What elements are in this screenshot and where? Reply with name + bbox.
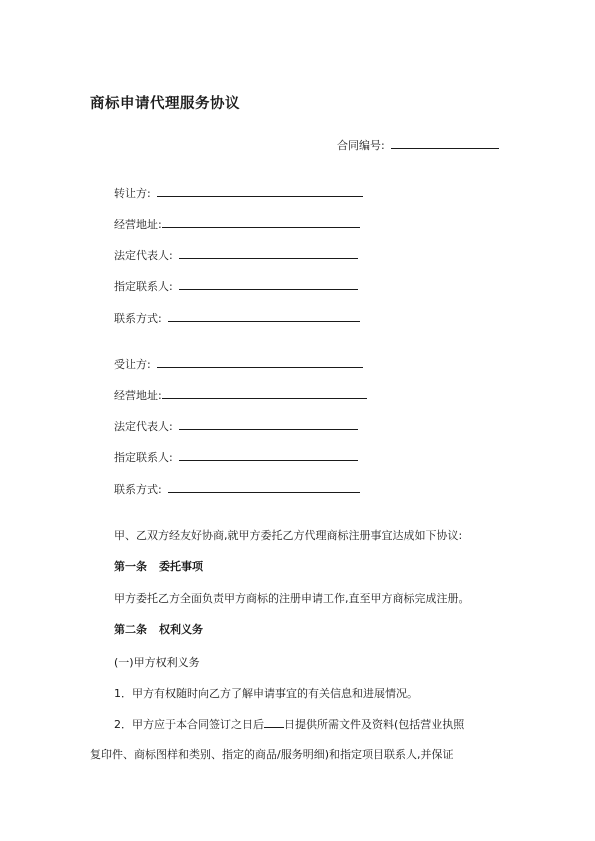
transferee-contact-field [114, 449, 358, 465]
transferee-address-label: 经营地址: [114, 389, 162, 402]
transferor-party-blank[interactable] [157, 185, 363, 197]
article-1-heading [114, 558, 203, 574]
transferor-contact-field [114, 278, 358, 294]
article-2-heading [114, 621, 203, 637]
transferee-party-blank[interactable] [157, 356, 363, 368]
transferee-contact-method-field [114, 481, 360, 497]
transferee-address-field [114, 387, 367, 403]
transferor-address-blank[interactable] [162, 216, 360, 228]
transferor-contact-blank[interactable] [179, 278, 358, 290]
transferor-legal-rep-label: 法定代表人: [114, 249, 173, 262]
transferor-legal-rep-field [114, 247, 358, 263]
transferee-legal-rep-label: 法定代表人: [114, 420, 173, 433]
transferor-address-field [114, 216, 360, 232]
transferee-contact-method-blank[interactable] [168, 481, 360, 493]
article-1-body: 甲方委托乙方全面负责甲方商标的注册申请工作,直至甲方商标完成注册。 [114, 592, 470, 605]
contract-number [337, 137, 499, 153]
article-2-item-2 [114, 716, 464, 732]
transferee-legal-rep-field [114, 418, 358, 434]
transferor-contact-method-field [114, 310, 360, 326]
article-2-subsection-1: (一)甲方权利义务 [114, 656, 200, 669]
document-title: 商标申请代理服务协议 [90, 96, 240, 112]
article-2-number: 第二条 [114, 623, 147, 636]
transferor-contact-label: 指定联系人: [114, 280, 173, 293]
contract-number-label: 合同编号: [337, 139, 385, 152]
transferee-contact-label: 指定联系人: [114, 451, 173, 464]
article-1-number: 第一条 [114, 560, 147, 573]
transferor-contact-method-label: 联系方式: [114, 312, 162, 325]
transferee-contact-blank[interactable] [179, 449, 358, 461]
article-2-item-2-part-1: 2．甲方应于本合同签订之日后 [114, 718, 264, 731]
article-2-item-1: 1．甲方有权随时向乙方了解申请事宜的有关信息和进展情况。 [114, 687, 418, 700]
transferee-party-field [114, 356, 363, 372]
transferee-contact-method-label: 联系方式: [114, 483, 162, 496]
transferor-legal-rep-blank[interactable] [179, 247, 358, 259]
article-2-title: 权利义务 [159, 623, 203, 636]
transferor-contact-method-blank[interactable] [168, 310, 360, 322]
transferee-legal-rep-blank[interactable] [179, 418, 358, 430]
intro-paragraph: 甲、乙双方经友好协商,就甲方委托乙方代理商标注册事宜达成如下协议: [114, 529, 463, 542]
article-1-title: 委托事项 [159, 560, 203, 573]
article-2-item-2-continuation: 复印件、商标图样和类别、指定的商品/服务明细)和指定项目联系人,并保证 [90, 748, 454, 761]
days-blank[interactable] [264, 716, 284, 728]
transferee-party-label: 受让方: [114, 358, 151, 371]
article-2-item-2-part-2: 日提供所需文件及资料(包括营业执照 [284, 718, 465, 731]
contract-number-blank[interactable] [391, 137, 499, 149]
transferor-party-field [114, 185, 363, 201]
transferor-address-label: 经营地址: [114, 218, 162, 231]
transferee-address-blank[interactable] [162, 387, 367, 399]
transferor-party-label: 转让方: [114, 187, 151, 200]
